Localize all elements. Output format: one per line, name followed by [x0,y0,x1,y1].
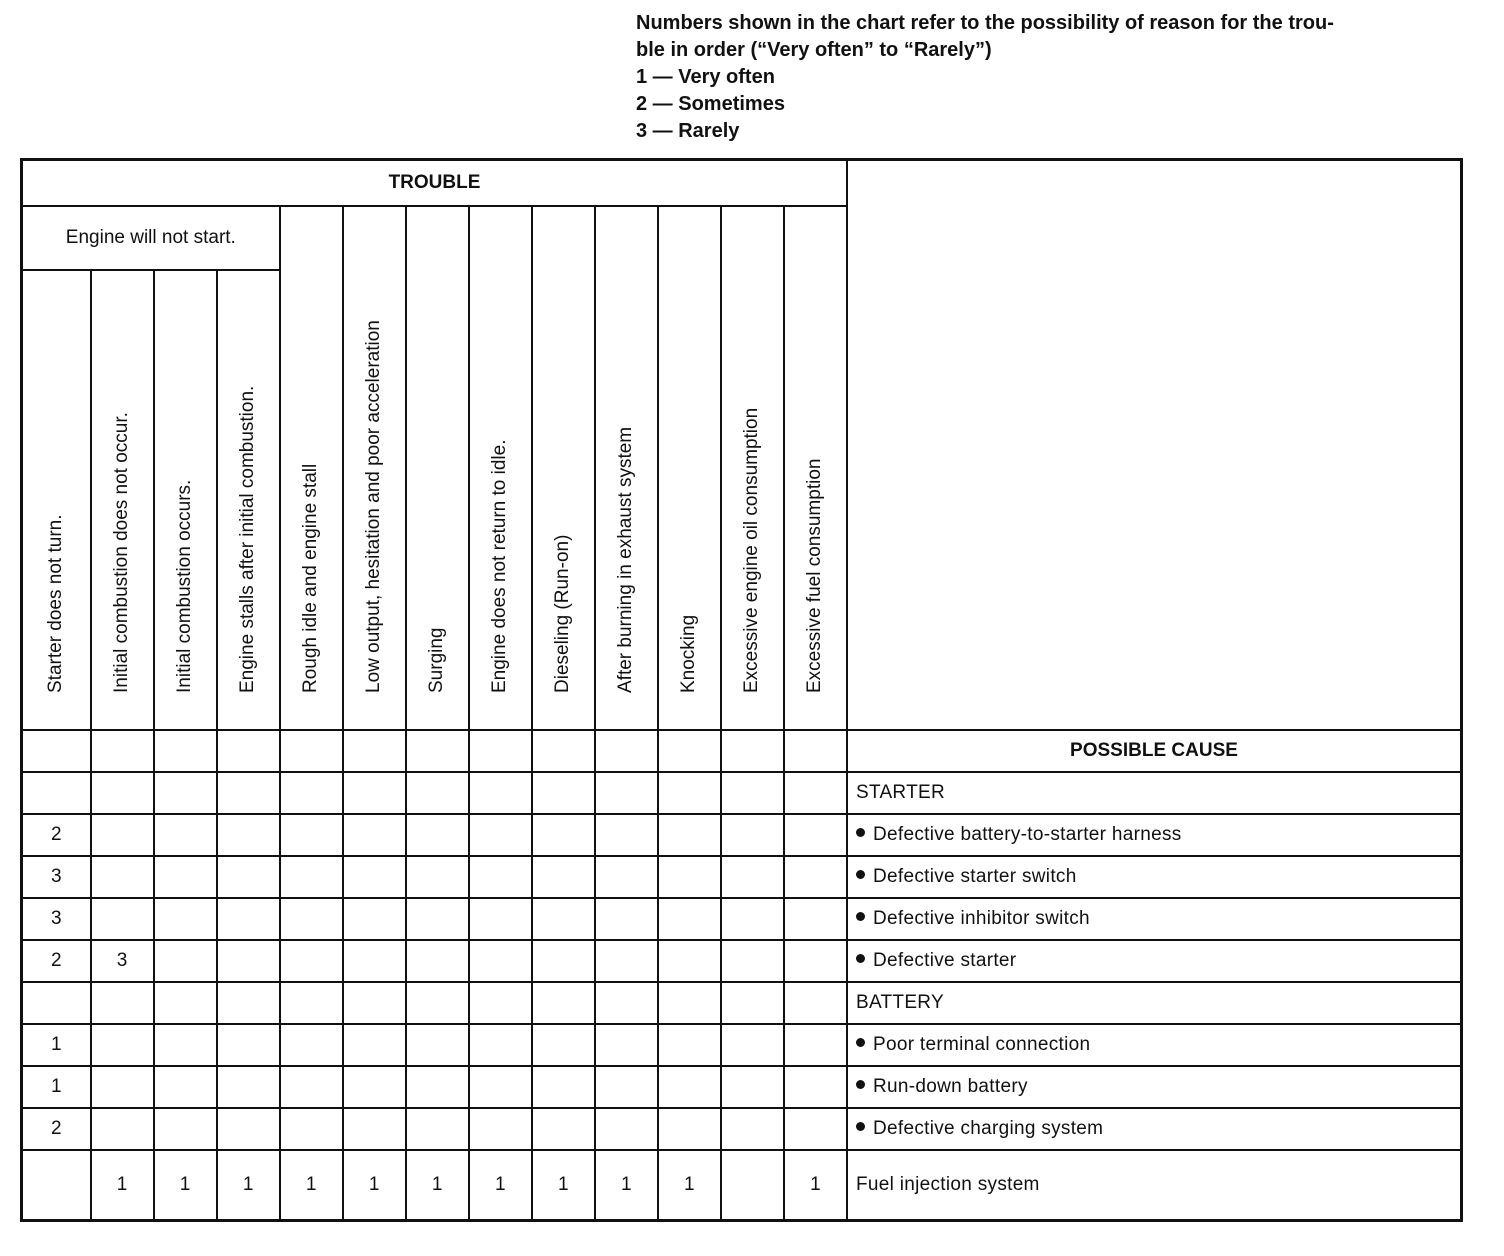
column-header: Low output, hesitation and poor acceleration [343,206,406,730]
value-cell [343,1108,406,1150]
value-cell [658,982,721,1024]
trouble-chart-table [20,158,1463,1222]
value-cell [721,1150,784,1221]
value-cell [595,1066,658,1108]
legend-line-2: ble in order (“Very often” to “Rarely”) [636,39,992,61]
value-cell: 1 [406,1150,469,1221]
value-cell [658,940,721,982]
value-cell [406,814,469,856]
legend-line-1: Numbers shown in the chart refer to the possibility of reason for the trou- [636,12,1334,34]
value-cell [154,772,217,814]
legend-item-1: 1 — Very often [636,66,775,88]
value-cell: 1 [343,1150,406,1221]
cause-cell [847,1108,1462,1150]
value-cell: 1 [22,1066,91,1108]
cause-cell [847,982,1462,1024]
value-cell [532,1108,595,1150]
value-cell: 1 [22,1024,91,1066]
value-cell [154,814,217,856]
table-row [22,982,1462,1024]
value-cell [280,1024,343,1066]
legend-item-2: 2 — Sometimes [636,93,785,115]
column-header: Engine stalls after initial combustion. [217,270,280,730]
table-row [22,1024,1462,1066]
value-cell [343,1066,406,1108]
value-cell [595,1024,658,1066]
cause-cell [847,772,1462,814]
value-cell: 1 [595,1150,658,1221]
value-cell [217,1066,280,1108]
cause-label: Fuel injection system [855,1174,1040,1195]
value-cell [154,898,217,940]
value-cell [406,1066,469,1108]
value-cell: 1 [154,1150,217,1221]
value-cell [154,1108,217,1150]
value-cell [595,856,658,898]
value-cell [721,898,784,940]
cause-label: Run-down battery [872,1076,1028,1097]
column-header: Knocking [658,206,721,730]
value-cell [91,898,154,940]
cause-label: Defective inhibitor switch [872,908,1090,929]
trouble-header: TROUBLE [22,160,847,207]
value-cell [721,856,784,898]
value-cell [280,940,343,982]
value-cell [154,1024,217,1066]
value-cell [280,772,343,814]
value-cell [217,772,280,814]
value-cell [721,1108,784,1150]
value-cell: 3 [91,940,154,982]
value-cell [343,982,406,1024]
value-cell [658,1066,721,1108]
value-cell [595,772,658,814]
table-row [22,1150,1462,1221]
value-cell: 3 [22,898,91,940]
value-cell [343,814,406,856]
value-cell [343,1024,406,1066]
value-cell [154,1066,217,1108]
value-cell [217,1024,280,1066]
value-cell [22,1150,91,1221]
value-cell [532,940,595,982]
value-cell [217,856,280,898]
legend-item-3: 3 — Rarely [636,120,740,142]
value-cell [406,982,469,1024]
value-cell [784,982,847,1024]
value-cell [469,982,532,1024]
value-cell [721,1066,784,1108]
cause-label: Defective battery-to-starter harness [872,824,1182,845]
column-header: Rough idle and engine stall [280,206,343,730]
value-cell [343,856,406,898]
cause-cell [847,1150,1462,1221]
table-row [22,772,1462,814]
cause-cell [847,814,1462,856]
value-cell [469,1108,532,1150]
value-cell [721,814,784,856]
value-cell: 1 [532,1150,595,1221]
value-cell [154,940,217,982]
column-header: Initial combustion does not occur. [91,270,154,730]
value-cell [406,898,469,940]
value-cell [784,1108,847,1150]
value-cell [532,1024,595,1066]
value-cell [406,1024,469,1066]
cause-cell [847,856,1462,898]
value-cell [406,772,469,814]
value-cell [469,1066,532,1108]
value-cell: 1 [217,1150,280,1221]
column-header: Engine does not return to idle. [469,206,532,730]
value-cell: 2 [22,1108,91,1150]
cause-cell [847,940,1462,982]
value-cell [595,898,658,940]
bullet-icon [856,1038,865,1047]
value-cell [784,1024,847,1066]
cause-label: STARTER [855,782,946,803]
column-header: After burning in exhaust system [595,206,658,730]
value-cell [22,772,91,814]
value-cell [469,772,532,814]
table-row [22,1108,1462,1150]
value-cell [343,940,406,982]
value-cell [721,982,784,1024]
value-cell [784,1066,847,1108]
value-cell [91,1024,154,1066]
bullet-icon [856,1122,865,1131]
column-header: Dieseling (Run-on) [532,206,595,730]
value-cell [91,856,154,898]
legend [636,10,1476,145]
value-cell: 3 [22,856,91,898]
value-cell [343,772,406,814]
value-cell [784,940,847,982]
table-row [22,940,1462,982]
value-cell [406,940,469,982]
value-cell [721,940,784,982]
value-cell [91,982,154,1024]
value-cell [469,1024,532,1066]
value-cell [280,1066,343,1108]
value-cell [532,856,595,898]
value-cell: 1 [91,1150,154,1221]
value-cell [532,982,595,1024]
value-cell [217,982,280,1024]
value-cell [22,982,91,1024]
column-header: Excessive fuel consumption [784,206,847,730]
table-row [22,1066,1462,1108]
value-cell [595,940,658,982]
value-cell [532,898,595,940]
value-cell [154,982,217,1024]
bullet-icon [856,1080,865,1089]
cause-cell [847,1066,1462,1108]
value-cell [280,1108,343,1150]
cause-label: Defective starter [872,950,1017,971]
value-cell [280,982,343,1024]
value-cell [280,898,343,940]
value-cell [658,1108,721,1150]
table-row [22,898,1462,940]
value-cell: 2 [22,814,91,856]
table-row [22,856,1462,898]
value-cell [469,898,532,940]
value-cell [91,814,154,856]
header-blank-cell [847,160,1462,731]
value-cell [469,814,532,856]
engine-will-not-start-header: Engine will not start. [22,206,280,270]
value-cell [532,814,595,856]
value-cell: 1 [784,1150,847,1221]
column-header: Excessive engine oil consumption [721,206,784,730]
value-cell [280,814,343,856]
value-cell: 1 [469,1150,532,1221]
value-cell [217,940,280,982]
bullet-icon [856,912,865,921]
value-cell: 1 [280,1150,343,1221]
value-cell [91,1066,154,1108]
cause-cell [847,898,1462,940]
cause-label: Defective starter switch [872,866,1077,887]
cause-label: Poor terminal connection [872,1034,1091,1055]
value-cell [532,772,595,814]
column-header: Surging [406,206,469,730]
value-cell [469,856,532,898]
value-cell [658,898,721,940]
value-cell [784,856,847,898]
value-cell [154,856,217,898]
table-row [22,814,1462,856]
possible-cause-header: POSSIBLE CAUSE [847,730,1462,772]
value-cell [721,772,784,814]
value-cell [406,1108,469,1150]
value-cell [658,772,721,814]
column-header: Initial combustion occurs. [154,270,217,730]
bullet-icon [856,870,865,879]
value-cell [280,856,343,898]
value-cell [91,1108,154,1150]
value-cell: 1 [658,1150,721,1221]
value-cell [721,1024,784,1066]
value-cell: 2 [22,940,91,982]
value-cell [217,814,280,856]
value-cell [784,814,847,856]
value-cell [532,1066,595,1108]
value-cell [595,1108,658,1150]
column-header: Starter does not turn. [22,270,91,730]
value-cell [658,856,721,898]
cause-label: BATTERY [855,992,944,1013]
value-cell [91,772,154,814]
value-cell [595,982,658,1024]
bullet-icon [856,828,865,837]
value-cell [406,856,469,898]
value-cell [658,814,721,856]
value-cell [784,772,847,814]
bullet-icon [856,954,865,963]
value-cell [469,940,532,982]
value-cell [217,1108,280,1150]
value-cell [658,1024,721,1066]
value-cell [595,814,658,856]
cause-cell [847,1024,1462,1066]
value-cell [343,898,406,940]
value-cell [784,898,847,940]
cause-label: Defective charging system [872,1118,1104,1139]
value-cell [217,898,280,940]
